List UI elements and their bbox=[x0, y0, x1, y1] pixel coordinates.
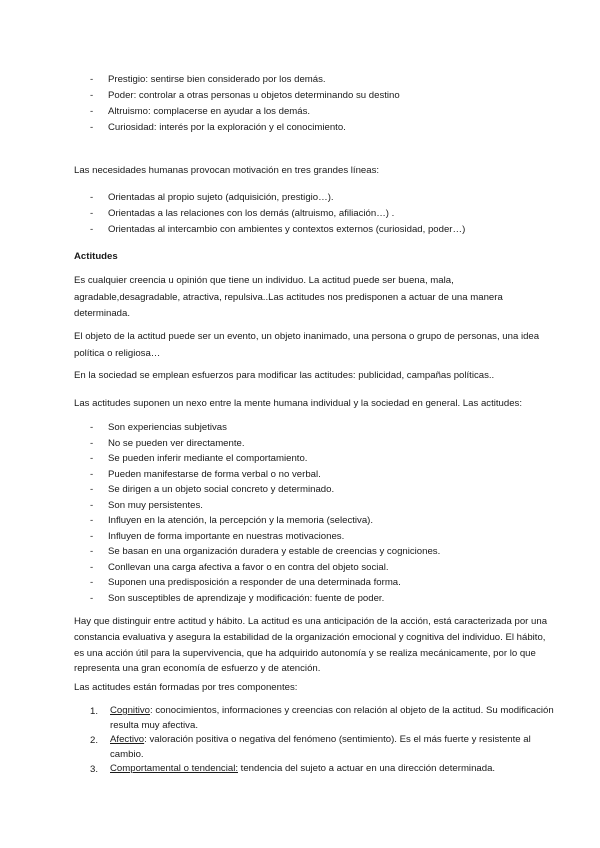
list-bullet: - bbox=[90, 224, 94, 235]
list-bullet: - bbox=[90, 562, 94, 573]
list-item: Conllevan una carga afectiva a favor o en contra del objeto social. bbox=[108, 562, 389, 573]
paragraph-habit: Hay que distinguir entre actitud y hábito. La actitud es una anticipación de la acción, está caracterizada por una constancia evaluativa y asegura la estabilidad de la organización emocional y cognitiva del individuo. El hábito, es una acción útil para la supervivencia, que ha adquirido autonomía y se realiza mecánicamente, por lo que representa una gran economía de esfuerzo y de atención. bbox=[74, 616, 548, 675]
paragraph-definition: Es cualquier creencia u opinión que tiene un individuo. La actitud puede ser buena, mala, agradable,desagradable, atractiva, repulsiva..Las actitudes nos predisponen a actuar de una manera determinada. bbox=[74, 275, 503, 319]
list-item: Orientadas al intercambio con ambientes y contextos externos (curiosidad, poder…) bbox=[108, 224, 466, 235]
list-item: Influyen de forma importante en nuestras motivaciones. bbox=[108, 531, 345, 542]
list-bullet: - bbox=[90, 208, 94, 219]
list-bullet: - bbox=[90, 192, 94, 203]
component-term: Comportamental o tendencial: bbox=[110, 763, 238, 774]
component-text: valoración positiva o negativa del fenómeno (sentimiento). Es el más fuerte y resistente al cambio. bbox=[110, 734, 531, 760]
list-bullet: - bbox=[90, 74, 94, 85]
needs-intro: Las necesidades humanas provocan motivación en tres grandes líneas: bbox=[74, 165, 380, 176]
paragraph-nexus: Las actitudes suponen un nexo entre la mente humana individual y la sociedad en general. Las actitudes: bbox=[74, 398, 523, 409]
component-separator: : bbox=[150, 705, 156, 716]
list-item: Prestigio: sentirse bien considerado por los demás. bbox=[108, 74, 326, 85]
component-term: Afectivo bbox=[110, 734, 145, 745]
list-bullet: - bbox=[90, 515, 94, 526]
list-bullet: - bbox=[90, 122, 94, 133]
list-bullet: - bbox=[90, 484, 94, 495]
list-item: Se basan en una organización duradera y estable de creencias y cogniciones. bbox=[108, 546, 441, 557]
list-bullet: - bbox=[90, 422, 94, 433]
list-item: Curiosidad: interés por la exploración y el conocimiento. bbox=[108, 122, 346, 133]
component-term: Cognitivo bbox=[110, 705, 150, 716]
list-bullet: - bbox=[90, 500, 94, 511]
list-bullet: - bbox=[90, 438, 94, 449]
component-behavioral bbox=[110, 762, 555, 777]
list-bullet: - bbox=[90, 593, 94, 604]
component-separator: : bbox=[144, 734, 150, 745]
list-item: Son experiencias subjetivas bbox=[108, 422, 227, 433]
list-bullet: - bbox=[90, 90, 94, 101]
list-item: Son susceptibles de aprendizaje y modificación: fuente de poder. bbox=[108, 593, 385, 604]
component-text: tendencia del sujeto a actuar en una dirección determinada. bbox=[240, 763, 496, 774]
list-bullet: - bbox=[90, 453, 94, 464]
component-affective bbox=[110, 733, 555, 762]
list-bullet: - bbox=[90, 531, 94, 542]
paragraph-components-intro: Las actitudes están formadas por tres componentes: bbox=[74, 682, 298, 693]
list-number: 2. bbox=[90, 735, 99, 746]
paragraph-object: El objeto de la actitud puede ser un evento, un objeto inanimado, una persona o grupo de personas, una idea política o religiosa… bbox=[74, 331, 540, 359]
list-item: Pueden manifestarse de forma verbal o no verbal. bbox=[108, 469, 321, 480]
list-bullet: - bbox=[90, 577, 94, 588]
list-item: Orientadas al propio sujeto (adquisición, prestigio…). bbox=[108, 192, 334, 203]
section-heading: Actitudes bbox=[74, 251, 118, 262]
list-item: Influyen en la atención, la percepción y la memoria (selectiva). bbox=[108, 515, 374, 526]
list-item: Son muy persistentes. bbox=[108, 500, 203, 511]
list-item: Se pueden inferir mediante el comportamiento. bbox=[108, 453, 308, 464]
list-item: Altruismo: complacerse en ayudar a los demás. bbox=[108, 106, 311, 117]
list-item: Poder: controlar a otras personas u objetos determinando su destino bbox=[108, 90, 400, 101]
list-item: No se pueden ver directamente. bbox=[108, 438, 245, 449]
list-bullet: - bbox=[90, 469, 94, 480]
component-cognitive bbox=[110, 704, 555, 733]
list-item: Se dirigen a un objeto social concreto y determinado. bbox=[108, 484, 335, 495]
list-bullet: - bbox=[90, 106, 94, 117]
component-text: conocimientos, informaciones y creencias con relación al objeto de la actitud. Su modificación resulta muy afectiva. bbox=[110, 705, 554, 731]
list-item: Suponen una predisposición a responder de una determinada forma. bbox=[108, 577, 401, 588]
paragraph-society: En la sociedad se emplean esfuerzos para modificar las actitudes: publicidad, campañas políticas.. bbox=[74, 370, 495, 381]
list-number: 3. bbox=[90, 764, 99, 775]
list-item: Orientadas a las relaciones con los demás (altruismo, afiliación…) . bbox=[108, 208, 395, 219]
list-bullet: - bbox=[90, 546, 94, 557]
list-number: 1. bbox=[90, 706, 99, 717]
